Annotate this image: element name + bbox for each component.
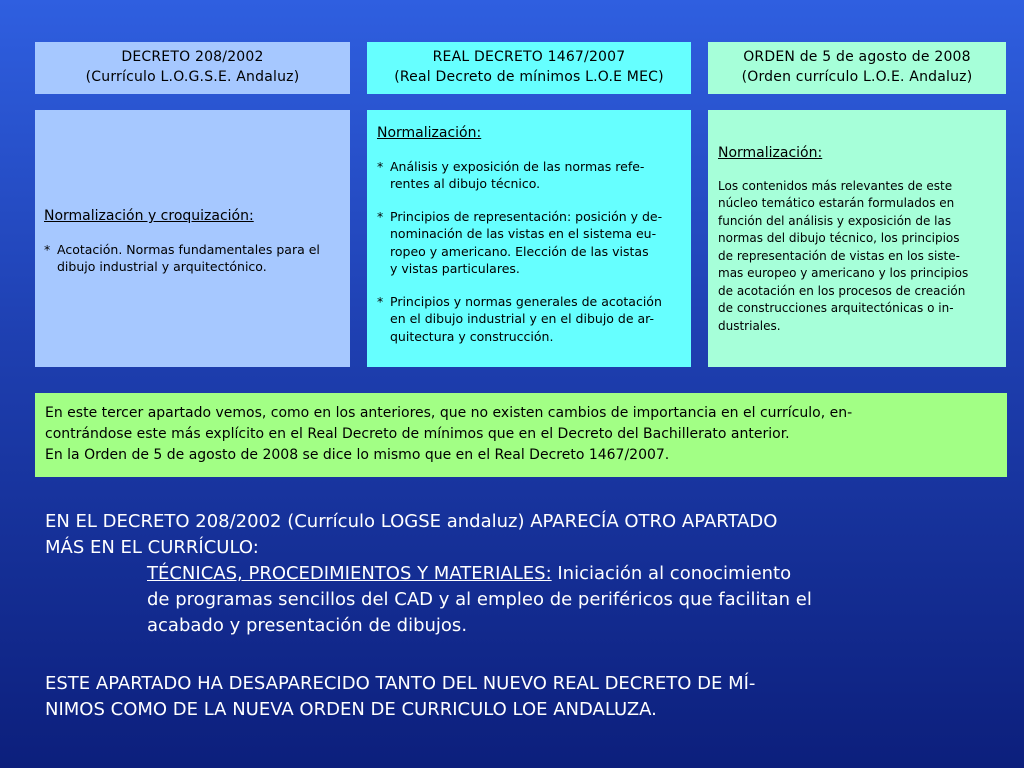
- paragraph-line: de acotación en los procesos de creación: [718, 283, 966, 298]
- header-line2: (Currículo L.O.G.S.E. Andaluz): [85, 69, 300, 85]
- content-box-orden: [708, 110, 1006, 367]
- paragraph-line: mas europeo y americano y los principios: [718, 266, 969, 280]
- summary-line: En este tercer apartado vemos, como en los anteriores, que no existen cambios de importancia en el currículo, en-: [45, 405, 853, 421]
- bullet: *: [377, 293, 384, 309]
- section-title: Normalización:: [718, 145, 823, 161]
- section-line: acabado y presentación de dibujos.: [147, 615, 468, 636]
- content-box-logse: [35, 110, 350, 367]
- item-line: Análisis y exposición de las normas refe-: [390, 158, 645, 174]
- header-line1: DECRETO 208/2002: [121, 49, 264, 65]
- content-box-real-decreto: [367, 110, 691, 367]
- paragraph: [718, 178, 1002, 336]
- item-line: Principios de representación: posición y de-: [390, 208, 663, 224]
- item-line: ropeo y americano. Elección de las vistas: [390, 243, 649, 259]
- section-line: de programas sencillos del CAD y al empleo de periféricos que facilitan el: [147, 589, 812, 610]
- paragraph-line: de representación de vistas en los siste-: [718, 248, 960, 263]
- item-line: rentes al dibujo técnico.: [390, 176, 541, 191]
- intro-line: MÁS EN EL CURRÍCULO:: [45, 537, 259, 558]
- header-decreto-208-2002: [35, 42, 350, 94]
- paragraph-line: normas del dibujo técnico, los principios: [718, 231, 960, 245]
- summary-line: contrándose este más explícito en el Real Decreto de mínimos que en el Decreto del Bachillerato anterior.: [45, 426, 790, 442]
- bullet: *: [377, 158, 384, 174]
- header-line2: (Real Decreto de mínimos L.O.E MEC): [394, 69, 664, 85]
- item-line: y vistas particulares.: [390, 261, 520, 276]
- summary-line: En la Orden de 5 de agosto de 2008 se dice lo mismo que en el Real Decreto 1467/2007.: [45, 447, 670, 463]
- header-real-decreto-1467-2007: [367, 42, 691, 94]
- closing-line: NIMOS COMO DE LA NUEVA ORDEN DE CURRICULO LOE ANDALUZA.: [45, 699, 657, 720]
- list-item: [44, 241, 346, 276]
- section-title: TÉCNICAS, PROCEDIMIENTOS Y MATERIALES:: [147, 563, 552, 584]
- paragraph-line: función del análisis y exposición de las: [718, 213, 952, 228]
- bullet: *: [44, 241, 51, 257]
- list-item: [377, 208, 687, 278]
- paragraph-line: núcleo temático estarán formulados en: [718, 196, 955, 210]
- header-orden-agosto-2008: [708, 42, 1006, 94]
- item-line: quitectura y construcción.: [390, 328, 554, 344]
- header-line1: REAL DECRETO 1467/2007: [432, 49, 626, 65]
- item-line: en el dibujo industrial y en el dibujo de ar-: [390, 311, 655, 326]
- header-line1: ORDEN de 5 de agosto de 2008: [743, 49, 971, 65]
- paragraph-line: de construcciones arquitectónicas o in-: [718, 301, 954, 315]
- list-item: [377, 293, 687, 346]
- item-line: dibujo industrial y arquitectónico.: [57, 259, 267, 274]
- item-line: nominación de las vistas en el sistema eu-: [390, 226, 657, 241]
- closing-statement: [45, 671, 1020, 723]
- logse-extra-section-note: [45, 509, 1015, 639]
- paragraph-line: dustriales.: [718, 318, 781, 333]
- paragraph-line: Los contenidos más relevantes de este: [718, 178, 953, 193]
- section-title: Normalización y croquización:: [44, 208, 254, 224]
- list-item: [377, 158, 687, 193]
- section-text: Iniciación al conocimiento: [551, 563, 792, 584]
- header-line2: (Orden currículo L.O.E. Andaluz): [741, 69, 973, 85]
- item-line: Acotación. Normas fundamentales para el: [57, 241, 320, 257]
- bullet: *: [377, 208, 384, 224]
- section-title: Normalización:: [377, 125, 482, 141]
- item-line: Principios y normas generales de acotación: [390, 293, 662, 309]
- summary-box: [35, 393, 1007, 477]
- intro-line: EN EL DECRETO 208/2002 (Currículo LOGSE andaluz) APARECÍA OTRO APARTADO: [45, 511, 778, 532]
- closing-line: ESTE APARTADO HA DESAPARECIDO TANTO DEL NUEVO REAL DECRETO DE MÍ-: [45, 673, 756, 694]
- section-line: [45, 561, 1015, 587]
